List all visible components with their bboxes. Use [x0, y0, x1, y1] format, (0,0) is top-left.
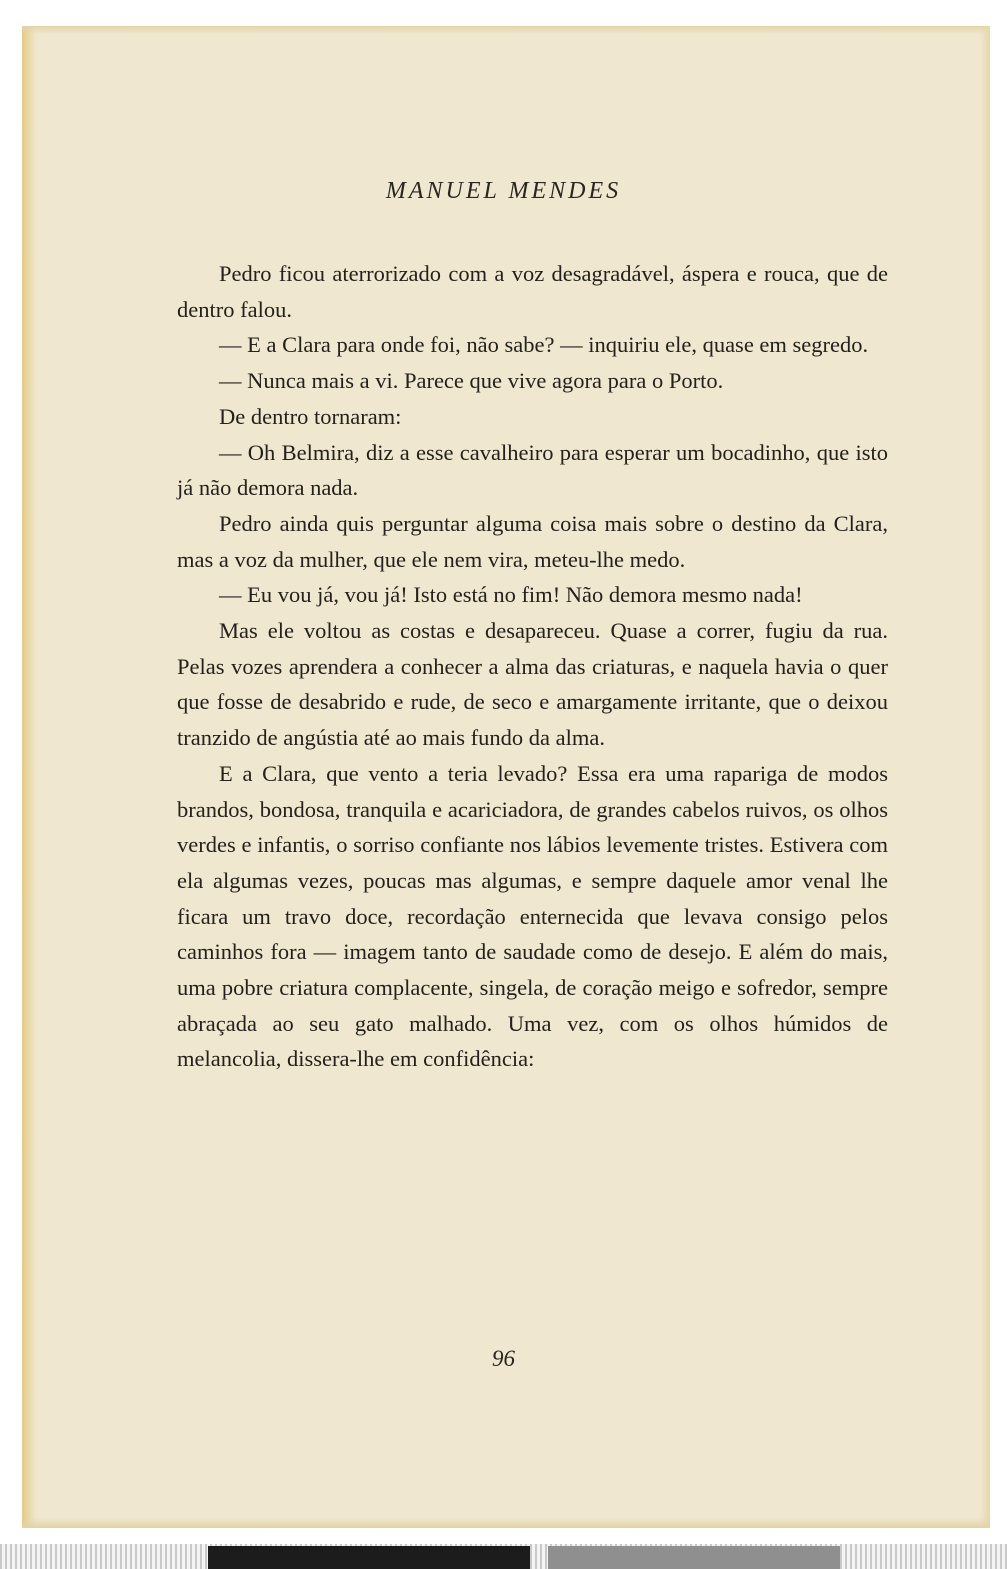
- paragraph: — Eu vou já, vou já! Isto está no fim! Não demora mesmo nada!: [219, 582, 803, 608]
- paragraph: — Nunca mais a vi. Parece que vive agora para o Porto.: [219, 368, 724, 394]
- scan-strip-dark-block: [208, 1546, 530, 1569]
- paragraph: E a Clara, que vento a teria levado? Essa era uma rapariga de modos brandos, bondosa, tranquila e acariciadora, de grandes cabelos ruivos, os olhos verdes e infantis, o sorriso confiante nos lábios levemente tristes. Estivera com ela algumas vezes, poucas mas algumas, e sempre daquele amor venal lhe ficara um travo doce, recordação enternecida que levava consigo pelos caminhos fora — imagem tanto de saudade como de desejo. E além do mais, uma pobre criatura complacente, singela, de coração meigo e sofredor, sempre abraçada ao seu gato malhado. Uma vez, com os olhos húmidos de melancolia, dissera-lhe em confidência:: [177, 760, 888, 1072]
- paragraph: — E a Clara para onde foi, não sabe? — inquiriu ele, quase em segredo.: [219, 332, 869, 358]
- paragraph: Pedro ainda quis perguntar alguma coisa mais sobre o destino da Clara, mas a voz da mulher, que ele nem vira, meteu-lhe medo.: [177, 510, 888, 572]
- running-head: MANUEL MENDES: [385, 178, 622, 204]
- paragraph: De dentro tornaram:: [219, 403, 402, 429]
- paragraph: Pedro ficou aterrorizado com a voz desagradável, áspera e rouca, que de dentro falou.: [177, 261, 888, 322]
- page-number: 96: [492, 1346, 515, 1371]
- page-left-edge: [22, 26, 36, 1528]
- scan-strip-gray-block: [548, 1546, 840, 1569]
- page-bottom-edge: [22, 1518, 990, 1528]
- page-right-edge: [980, 26, 990, 1528]
- page-top-edge: [22, 26, 990, 34]
- paragraph: Mas ele voltou as costas e desapareceu. Quase a correr, fugiu da rua. Pelas vozes aprendera a conhecer a alma das criaturas, e naquela havia o quer que fosse de desabrido e rude, de seco e amargamente irritante, que o deixou tranzido de angústia até ao mais fundo da alma.: [177, 618, 888, 751]
- body-text: [177, 256, 888, 1077]
- paragraph: — Oh Belmira, diz a esse cavalheiro para esperar um bocadinho, que isto já não demora nada.: [177, 439, 888, 501]
